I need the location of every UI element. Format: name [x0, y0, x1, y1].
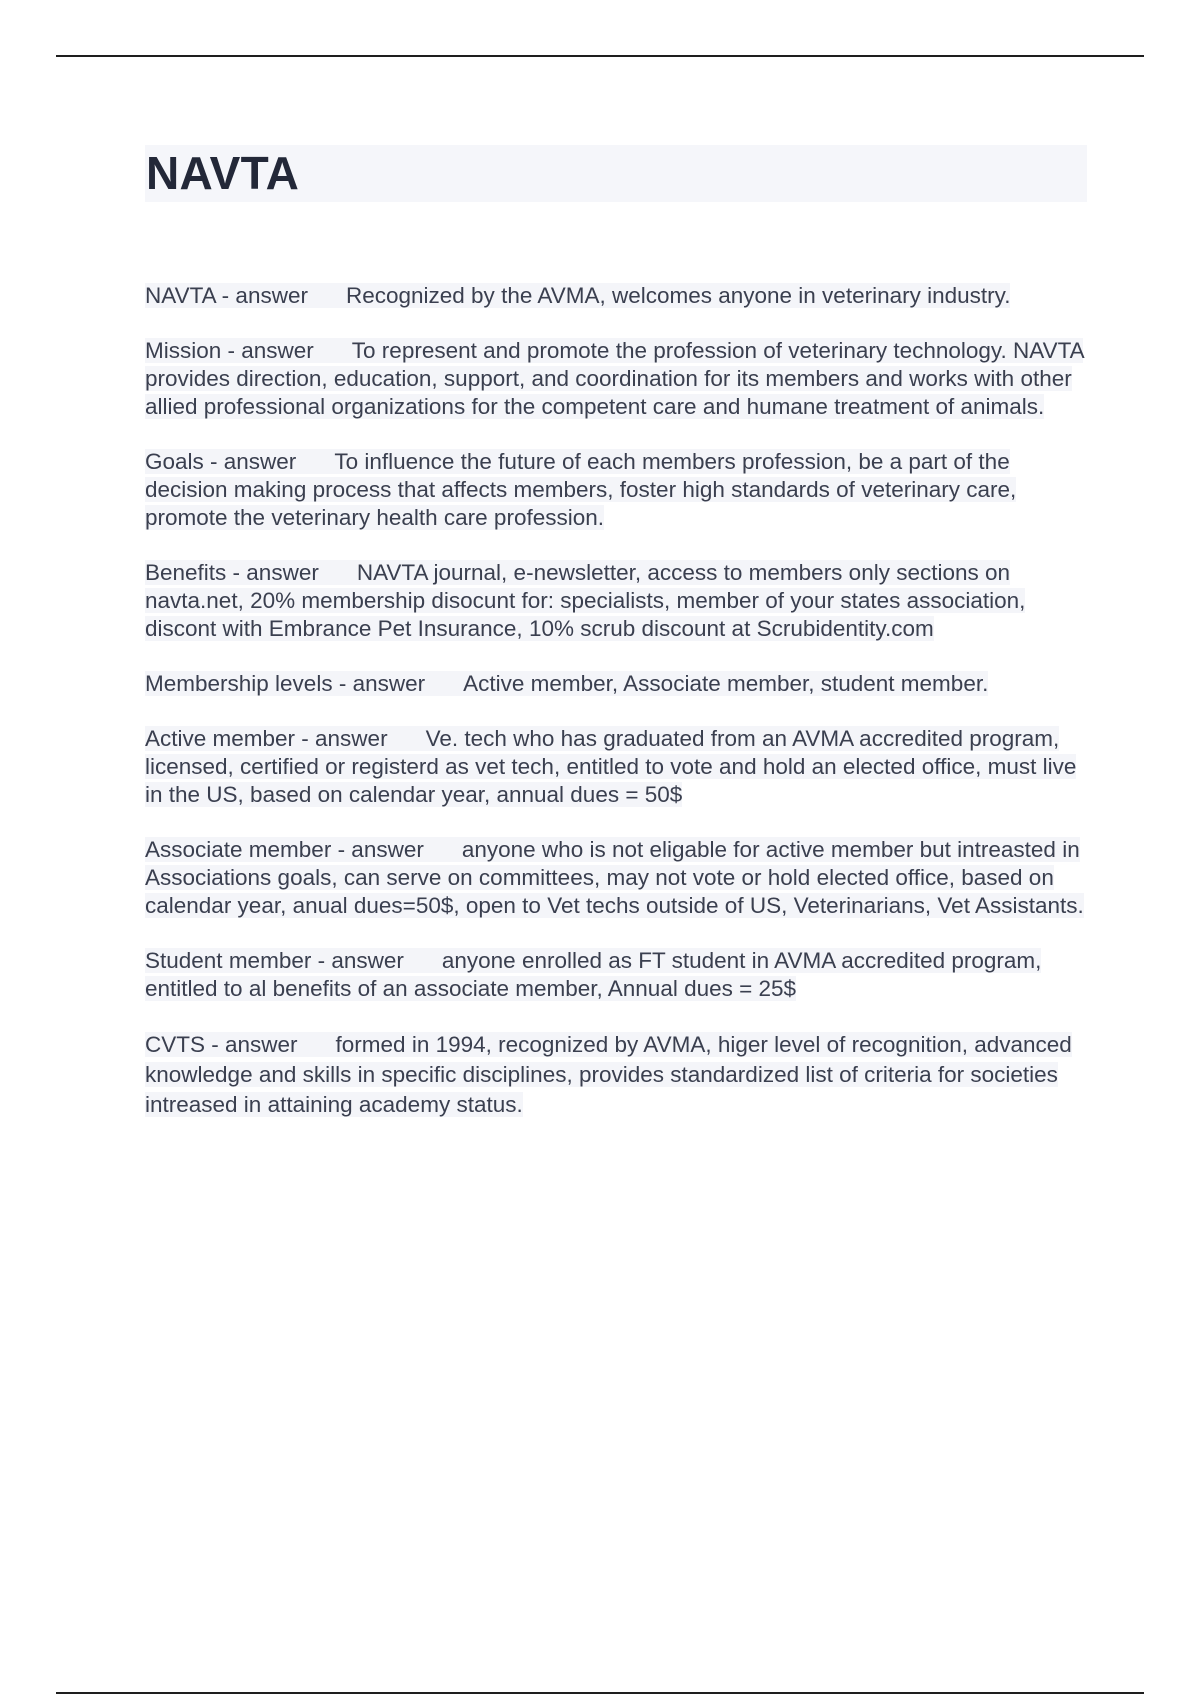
qa-definition: To represent and promote the profession of veterinary technology. NAVTA provides direction, education, support, and coordination for its members and works with other allied professional organizations for the competent care and humane treatment of animals. [145, 338, 1084, 419]
qa-item-active-member [145, 725, 1090, 809]
qa-text [145, 560, 1025, 641]
qa-item-associate-member [145, 836, 1090, 920]
document-title: NAVTA [146, 147, 300, 199]
qa-definition: anyone who is not eligable for active member but intreasted in Associations goals, can serve on committees, may not vote or hold elected office, based on calendar year, anual dues=50$, open to Vet techs outside of US, Veterinarians, Vet Assistants. [145, 837, 1084, 918]
qa-definition: To influence the future of each members profession, be a part of the decision making process that affects members, foster high standards of veterinary care, promote the veterinary health care profession. [145, 449, 1017, 530]
qa-text [145, 948, 1041, 1001]
qa-definition: formed in 1994, recognized by AVMA, higer level of recognition, advanced knowledge and skills in specific disciplines, provides standardized list of criteria for societies intreased in attaining academy status. [145, 1032, 1072, 1117]
qa-item-navta [145, 282, 1090, 310]
qa-text [145, 726, 1076, 807]
qa-term: Benefits - answer [145, 560, 319, 585]
qa-definition: NAVTA journal, e-newsletter, access to members only sections on navta.net, 20% membership disocunt for: specialists, member of your states association, discont with Embrance Pet Insurance, 10% scrub discount at Scrubidentity.com [145, 560, 1026, 641]
qa-item-membership-levels [145, 670, 1090, 698]
qa-term: Membership levels - answer [145, 671, 426, 696]
qa-item-mission [145, 337, 1090, 421]
qa-term: Mission - answer [145, 338, 314, 363]
qa-definition: Recognized by the AVMA, welcomes anyone in veterinary industry. [345, 283, 1011, 308]
bottom-rule [56, 1692, 1144, 1694]
qa-term: Goals - answer [145, 449, 297, 474]
qa-text [145, 837, 1084, 918]
qa-list [145, 282, 1090, 1147]
qa-definition: anyone enrolled as FT student in AVMA accredited program, entitled to al benefits of an associate member, Annual dues = 25$ [145, 948, 1042, 1001]
qa-term: Associate member - answer [145, 837, 424, 862]
qa-term: Student member - answer [145, 948, 404, 973]
qa-term: Active member - answer [145, 726, 388, 751]
qa-text [145, 671, 988, 696]
qa-item-benefits [145, 559, 1090, 643]
qa-item-student-member [145, 947, 1090, 1003]
qa-definition: Ve. tech who has graduated from an AVMA accredited program, licensed, certified or registerd as vet tech, entitled to vote and hold an elected office, must live in the US, based on calendar year, annual dues = 50$ [145, 726, 1077, 807]
top-rule [56, 55, 1144, 57]
qa-item-cvts [145, 1030, 1090, 1120]
qa-term: NAVTA - answer [145, 283, 308, 308]
qa-text [145, 449, 1016, 530]
qa-definition: Active member, Associate member, student member. [463, 671, 989, 696]
qa-text [145, 338, 1083, 419]
qa-text [145, 283, 1010, 308]
qa-text [145, 1032, 1072, 1117]
qa-term: CVTS - answer [145, 1032, 298, 1057]
qa-item-goals [145, 448, 1090, 532]
